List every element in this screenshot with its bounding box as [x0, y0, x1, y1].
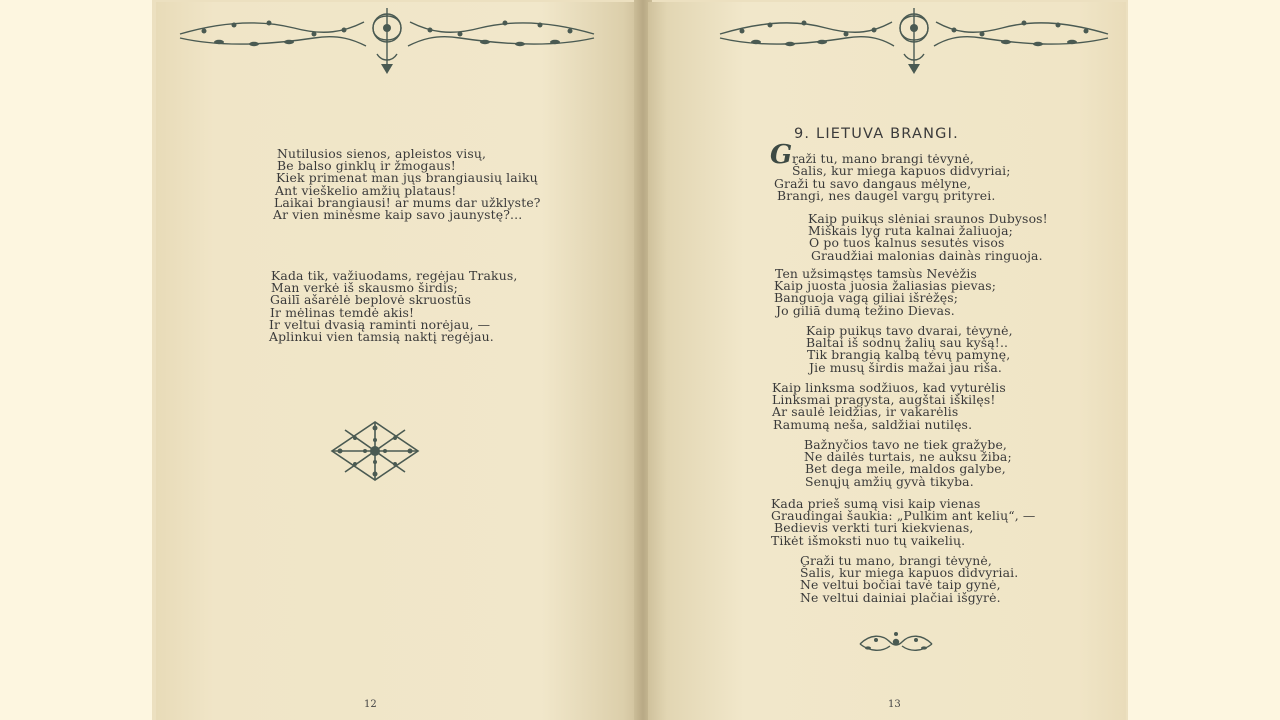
verse-line: Ir mėlinas temdė akis! — [270, 304, 415, 320]
poem-stanza-5 — [772, 382, 1006, 431]
footer-ornament — [856, 630, 936, 654]
verse-line: Gailī ašarėlė beplovė skruostūs — [270, 292, 472, 308]
verse-line: Kiek primenat man jųs brangiausių laikų — [276, 170, 538, 186]
verse-line: Graži tu mano, brangi tėvynė, — [800, 553, 992, 568]
open-book — [152, 0, 1128, 720]
verse-line: Man verkė iš skausmo širdis; — [271, 280, 458, 296]
verse-line: Jie musų širdis mažai jau riša. — [809, 359, 1002, 375]
verse-line: O po tuos kalnus sesutės visos — [809, 235, 1005, 251]
verse-line: Ten užsimąstęs tamsùs Nevėžis — [775, 266, 977, 281]
verse-line: Aplinkui vien tamsią naktį regėjau. — [269, 329, 494, 345]
verse-line: Kaip linksma sodžiuos, kad vyturėlis — [772, 380, 1006, 395]
verse-line: Tik brangią kalbą tėvų pamynę, — [807, 347, 1011, 363]
verse-line: Kaip juosta juosia žaliasias pievas; — [774, 278, 997, 294]
verse-line: Bažnyčios tavo ne tiek gražybe, — [804, 437, 1008, 452]
verse-line: Ramumą neša, saldžiai nutilęs. — [773, 416, 973, 432]
poem-stanza-8 — [800, 555, 1018, 604]
verse-line: Šalis, kur miega kapuos didvyriai. — [800, 565, 1019, 581]
page-number-left: 12 — [364, 699, 377, 710]
header-ornament-right — [714, 4, 1114, 76]
verse-line: Senųjų amžių gyvà tikyba. — [805, 473, 974, 489]
verse-line: Miškais lyg ruta kalnai žaliuoja; — [808, 223, 1013, 239]
poem-title: 9. LIETUVA BRANGI. — [794, 126, 959, 142]
verse-line: Laikai brangiausi! ar mums dar užklyste? — [274, 194, 541, 210]
verse-line: Linksmai pragysta, augštai iškilęs! — [772, 392, 996, 408]
verse-line: Be balso ginklų ir žmogaus! — [277, 158, 456, 174]
dropcap-letter: G — [770, 140, 793, 170]
verse-line: Brangi, nes daugel vargų prityrei. — [777, 188, 996, 204]
verse-line: Kada tik, važiuodams, regėjau Trakus, — [271, 268, 518, 283]
verse-line: Ne veltui bočiai tavė taip gynė, — [800, 577, 1001, 593]
poem-stanza-1 — [792, 153, 1011, 177]
verse-line: Jo giliā dumą težino Dievas. — [776, 302, 955, 318]
verse-line: Graži tu savo dangaus mėlyne, — [774, 176, 972, 191]
poem-stanza-4 — [806, 325, 1013, 374]
poem-stanza-1-cont — [774, 178, 995, 202]
left-stanza-1 — [273, 148, 541, 221]
poem-stanza-3 — [774, 268, 996, 317]
poem-stanza-2 — [808, 213, 1048, 262]
verse-line: Ant vieškelio amžių plataus! — [275, 182, 457, 198]
verse-line: Tikėt išmoksti nuo tų vaikelių. — [771, 532, 966, 548]
snowflake-ornament — [330, 420, 420, 482]
poem-stanza-6 — [804, 439, 1012, 488]
verse-line: Ir veltui dvasią raminti norėjau, — — [269, 316, 491, 332]
verse-line: Kada prieš sumą visi kaip vienas — [771, 496, 981, 511]
page-number-right: 13 — [888, 699, 901, 710]
verse-line: Ne dailės turtais, ne auksu žiba; — [804, 449, 1012, 465]
verse-line: Ar vien minėsme kaip savo jaunystę?... — [273, 207, 523, 223]
left-page — [156, 2, 638, 720]
verse-line: Šalis, kur miega kapuos didvyriai; — [792, 163, 1011, 179]
verse-line: Graudžiai malonias dainàs ringuoja. — [811, 247, 1043, 263]
verse-line: Nutilusios sienos, apleistos visų, — [277, 146, 487, 161]
left-stanza-2 — [269, 270, 517, 343]
verse-line: raži tu, mano brangi tėvynė, — [792, 151, 974, 166]
verse-line: Kaip puikųs tavo dvarai, tėvynė, — [806, 323, 1013, 338]
verse-line: Banguoja vagą giliai išrėžęs; — [774, 290, 959, 306]
verse-line: Ar saulė leidžias, ir vakarėlis — [772, 404, 959, 420]
verse-line: Bedievis verkti turi kiekvienas, — [774, 520, 974, 536]
verse-line: Kaip puikųs slėniai sraunos Dubysos! — [808, 211, 1048, 226]
verse-line: Baltai iš sodnų žalių sau kyšą!.. — [806, 335, 1009, 351]
verse-line: Bet dega meile, maldos galybe, — [805, 461, 1006, 477]
verse-line: Graudingai šaukia: „Pulkim ant kelių“, — — [771, 508, 1036, 524]
verse-line: Ne veltui dainiai plačiai išgyrė. — [800, 589, 1001, 605]
header-ornament-left — [174, 4, 600, 76]
poem-stanza-7 — [771, 498, 1035, 547]
right-page — [648, 2, 1126, 720]
